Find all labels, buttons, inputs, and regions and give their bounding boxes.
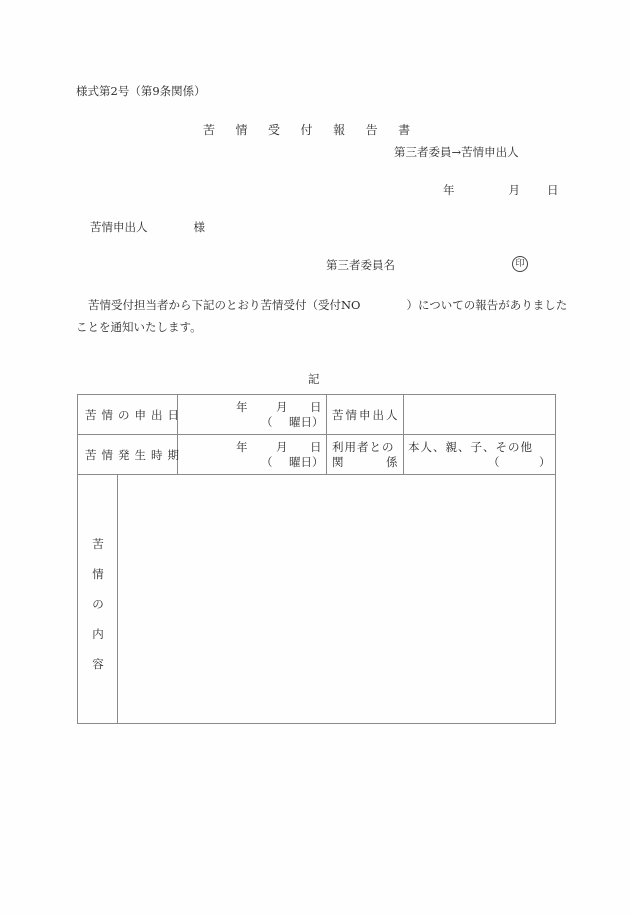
filing-date-label: 苦情の申出日 [85, 408, 184, 422]
committee-name-label: 第三者委員名 [326, 258, 395, 272]
filing-date-weekday: 曜日） [289, 415, 324, 429]
notice-line-1: 苦情受付担当者から下記のとおり苦情受付（受付NO ）についての報告がありました [88, 298, 568, 312]
complainant-label: 苦情申出人 [332, 408, 400, 422]
title-char: 付 [300, 123, 313, 137]
section-mark: 記 [308, 372, 320, 386]
honorific: 様 [193, 220, 205, 234]
title-char: 苦 [203, 123, 216, 137]
notice-line-2: ことを通知いたします。 [76, 320, 202, 334]
complaint-table [77, 394, 556, 724]
other-paren-close: ） [539, 455, 551, 469]
routing-line: 第三者委員→苦情申出人 [394, 145, 519, 159]
issue-date [443, 182, 559, 198]
col-divider [403, 395, 404, 474]
content-label-char: 内 [92, 627, 104, 641]
title-char: 情 [235, 123, 248, 137]
addressee-label: 苦情申出人 [90, 220, 148, 234]
occurrence-date-day: 日 [310, 440, 322, 454]
occurrence-date-weekday: 曜日） [289, 455, 324, 469]
complaint-content-field[interactable] [119, 476, 554, 722]
content-label-char: 苦 [92, 537, 104, 551]
content-label-char: 容 [92, 657, 104, 671]
content-label-char: 情 [92, 567, 104, 581]
row-divider [78, 434, 555, 435]
title-char: 受 [268, 123, 281, 137]
date-month: 月 [508, 183, 520, 197]
occurrence-date-paren: （ [261, 455, 273, 469]
document-title [203, 121, 410, 138]
date-year: 年 [443, 183, 455, 197]
content-label-char: の [92, 597, 104, 611]
occurrence-date-year: 年 [236, 440, 248, 454]
form-number-label: 様式第2号（第9条関係） [76, 84, 206, 98]
col-divider [326, 395, 327, 474]
seal-icon: 印 [512, 256, 528, 272]
relationship-options[interactable]: 本人、親、子、その他 [408, 440, 533, 454]
relationship-label-line2b: 係 [386, 455, 398, 469]
relationship-label-line1: 利用者との [332, 440, 395, 454]
notice-body [76, 294, 568, 338]
occurrence-date-month: 月 [276, 440, 288, 454]
occurrence-period-label: 苦情発生時期 [85, 448, 184, 462]
other-paren-open: （ [488, 455, 500, 469]
filing-date-day: 日 [310, 400, 322, 414]
addressee-line [90, 219, 205, 235]
relationship-label-line2a: 関 [332, 455, 344, 469]
filing-date-paren: （ [261, 415, 273, 429]
complainant-field[interactable] [405, 397, 553, 433]
filing-date-year: 年 [236, 400, 248, 414]
title-char: 報 [333, 123, 346, 137]
row-divider [78, 474, 555, 475]
filing-date-month: 月 [276, 400, 288, 414]
date-day: 日 [547, 183, 559, 197]
title-char: 書 [398, 123, 411, 137]
title-char: 告 [365, 123, 378, 137]
